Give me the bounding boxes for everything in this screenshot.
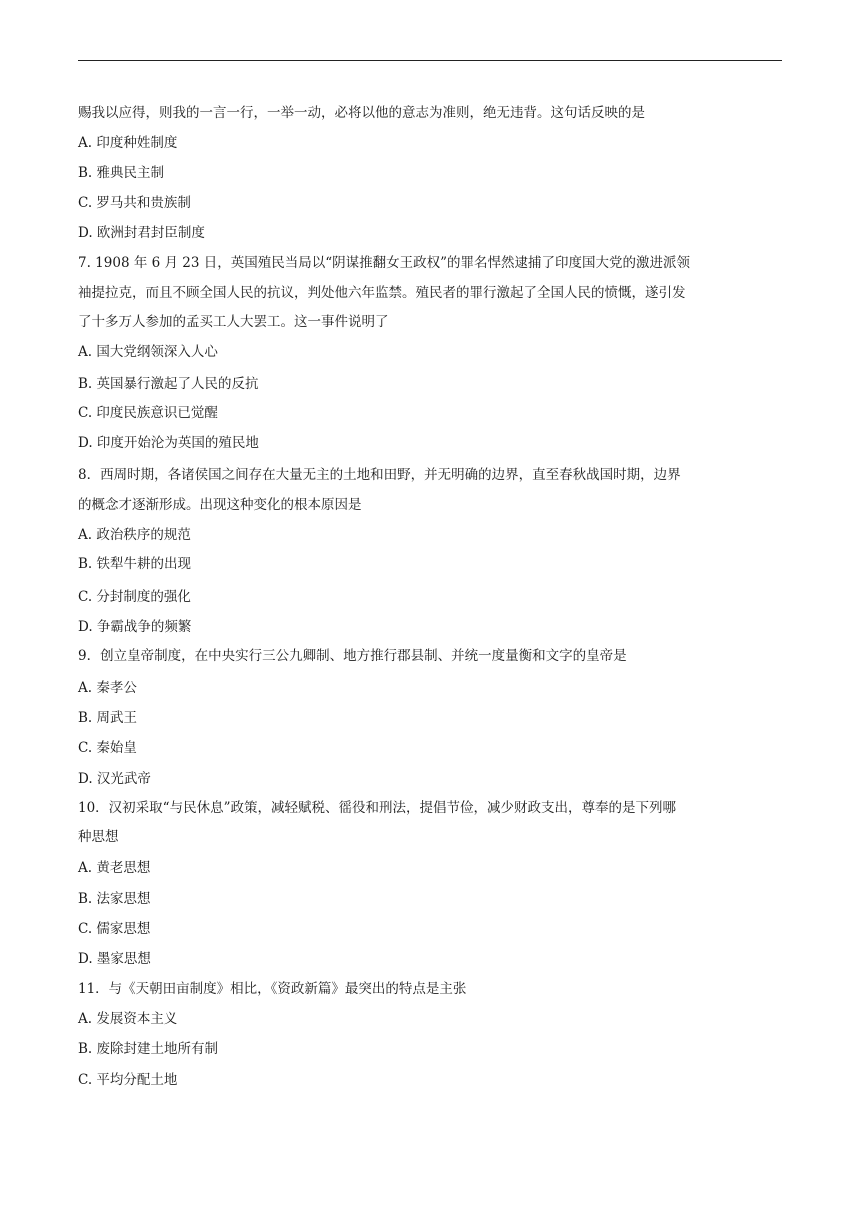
q8-option-d: D. 争霸战争的频繁 (78, 619, 192, 635)
header-rule (78, 60, 782, 61)
q10-option-d: D. 墨家思想 (78, 951, 151, 967)
q6-option-c: C. 罗马共和贵族制 (78, 195, 191, 211)
q7-stem-line-1: 7. 1908 年 6 月 23 日，英国殖民当局以“阴谋推翻女王政权”的罪名悍然逮捕了印度国大党的激进派领 (78, 255, 691, 271)
q8-option-a: A. 政治秩序的规范 (78, 527, 191, 543)
q9-option-a: A. 秦孝公 (78, 680, 137, 696)
q6-stem: 赐我以应得，则我的一言一行，一举一动，必将以他的意志为准则，绝无违背。这句话反映的是 (78, 105, 645, 121)
q9-option-b: B. 周武王 (78, 710, 138, 726)
q7-option-d: D. 印度开始沦为英国的殖民地 (78, 435, 259, 451)
q9-stem: 9．创立皇帝制度，在中央实行三公九卿制、地方推行郡县制、并统一度量衡和文字的皇帝是 (78, 648, 627, 664)
q7-option-b: B. 英国暴行激起了人民的反抗 (78, 376, 259, 392)
q6-option-d: D. 欧洲封君封臣制度 (78, 225, 205, 241)
q6-option-b: B. 雅典民主制 (78, 165, 165, 181)
q7-stem-line-3: 了十多万人参加的孟买工人大罢工。这一事件说明了 (78, 314, 389, 330)
q10-option-b: B. 法家思想 (78, 891, 151, 907)
q7-stem-line-2: 袖提拉克，而且不顾全国人民的抗议，判处他六年监禁。殖民者的罪行激起了全国人民的愤慨，遂引发 (78, 285, 686, 301)
q9-option-c: C. 秦始皇 (78, 740, 137, 756)
q9-option-d: D. 汉光武帝 (78, 771, 151, 787)
q8-option-b: B. 铁犁牛耕的出现 (78, 556, 192, 572)
q8-option-c: C. 分封制度的强化 (78, 589, 191, 605)
q10-stem-line-1: 10．汉初采取“与民休息”政策，减轻赋税、徭役和刑法，提倡节俭，减少财政支出，尊奉的是下列哪 (78, 800, 676, 816)
q11-option-c: C. 平均分配土地 (78, 1072, 178, 1088)
q8-stem-line-1: 8．西周时期，各诸侯国之间存在大量无主的土地和田野，并无明确的边界，直至春秋战国时期，边界 (78, 467, 681, 483)
q11-stem: 11．与《天朝田亩制度》相比，《资政新篇》最突出的特点是主张 (78, 981, 467, 997)
q11-option-b: B. 废除封建土地所有制 (78, 1041, 219, 1057)
q10-option-a: A. 黄老思想 (78, 860, 151, 876)
q7-option-c: C. 印度民族意识已觉醒 (78, 405, 218, 421)
q11-option-a: A. 发展资本主义 (78, 1011, 178, 1027)
q10-option-c: C. 儒家思想 (78, 921, 151, 937)
q8-stem-line-2: 的概念才逐渐形成。出现这种变化的根本原因是 (78, 497, 362, 513)
q10-stem-line-2: 种思想 (78, 829, 119, 845)
q6-option-a: A. 印度种姓制度 (78, 135, 178, 151)
q7-option-a: A. 国大党纲领深入人心 (78, 344, 218, 360)
